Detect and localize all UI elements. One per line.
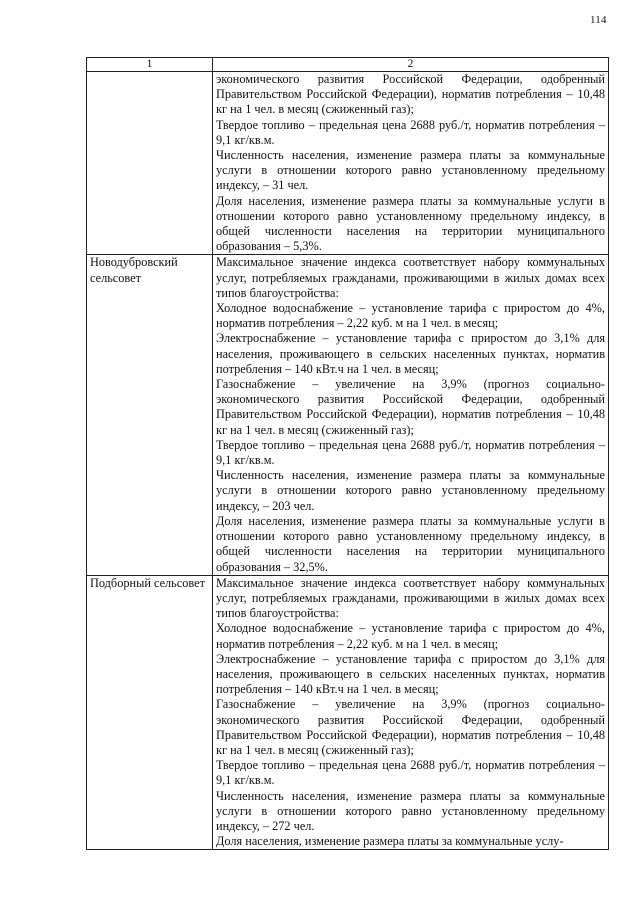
paragraph: Газоснабжение – увеличение на 3,9% (прогноз социально-экономического развития Российской Федерации, одобренный Правительством Российской Федерации), норматив потребления – 10,48 кг на 1 чел. в месяц (сжиженный газ); [216,377,605,437]
page-number: 114 [590,14,607,26]
utilities-table [86,57,609,850]
paragraph: Доля населения, изменение размера платы за коммунальные услуги в отношении которого равно установленному предельному индексу, в общей численности населения на территории муниципального образования – 5,3%. [216,193,605,254]
municipality-name: Подборный сельсовет [87,575,213,850]
row-description [213,575,609,850]
municipality-name: Новодубровский сельсовет [87,255,213,575]
paragraph: Газоснабжение – увеличение на 3,9% (прогноз социально-экономического развития Российской Федерации, одобренный Правительством Российской Федерации), норматив потребления – 10,48 кг на 1 чел. в месяц (сжиженный газ); [216,697,605,757]
paragraph: Твердое топливо – предельная цена 2688 руб./т, норматив потребления – 9,1 кг/кв.м. [216,437,605,468]
paragraph: Численность населения, изменение размера платы за коммунальные услуги в отношении которого равно установленному предельному индексу, – 31 чел. [216,148,605,193]
paragraph: Максимальное значение индекса соответствует набору коммунальных услуг, потребляемых гражданами, проживающими в жилых домах всех типов благоустройства: [216,255,605,300]
paragraph: Твердое топливо – предельная цена 2688 руб./т, норматив потребления – 9,1 кг/кв.м. [216,117,605,147]
table-row [87,255,609,575]
paragraph: Численность населения, изменение размера платы за коммунальные услуги в отношении которого равно установленному предельному индексу, – 272 чел. [216,788,605,833]
paragraph: Численность населения, изменение размера платы за коммунальные услуги в отношении которого равно установленному предельному индексу, – 203 чел. [216,468,605,513]
paragraph: Доля населения, изменение размера платы за коммунальные услу- [216,834,564,849]
paragraph: Максимальное значение индекса соответствует набору коммунальных услуг, потребляемых гражданами, проживающими в жилых домах всех типов благоустройства: [216,575,605,621]
paragraph: Холодное водоснабжение – установление тарифа с приростом до 4%, норматив потребления – 2,22 куб. м на 1 чел. в месяц; [216,621,605,651]
row-description [213,72,609,255]
table-row [87,575,609,850]
row-description [213,255,609,575]
paragraph: экономического развития Российской Федерации, одобренный Правительством Российской Федерации), норматив потребления – 10,48 кг на 1 чел. в месяц (сжиженный газ); [216,72,605,117]
paragraph: Доля населения, изменение размера платы за коммунальные услуги в отношении которого равно установленному предельному индексу, в общей численности населения на территории муниципального образования – 32,5%. [216,513,605,574]
column-header-1: 1 [87,58,213,72]
table-row [87,72,609,255]
paragraph: Холодное водоснабжение – установление тарифа с приростом до 4%, норматив потребления – 2,22 куб. м на 1 чел. в месяц; [216,301,605,331]
table-header-row [87,58,609,72]
paragraph: Твердое топливо – предельная цена 2688 руб./т, норматив потребления – 9,1 кг/кв.м. [216,758,605,788]
paragraph: Электроснабжение – установление тарифа с приростом до 3,1% для населения, проживающего в сельских населенных пунктах, норматив потребления – 140 кВт.ч на 1 чел. в месяц; [216,651,605,697]
column-header-2: 2 [213,58,609,72]
municipality-name [87,72,213,255]
paragraph: Электроснабжение – установление тарифа с приростом до 3,1% для населения, проживающего в сельских населенных пунктах, норматив потребления – 140 кВт.ч на 1 чел. в месяц; [216,331,605,376]
